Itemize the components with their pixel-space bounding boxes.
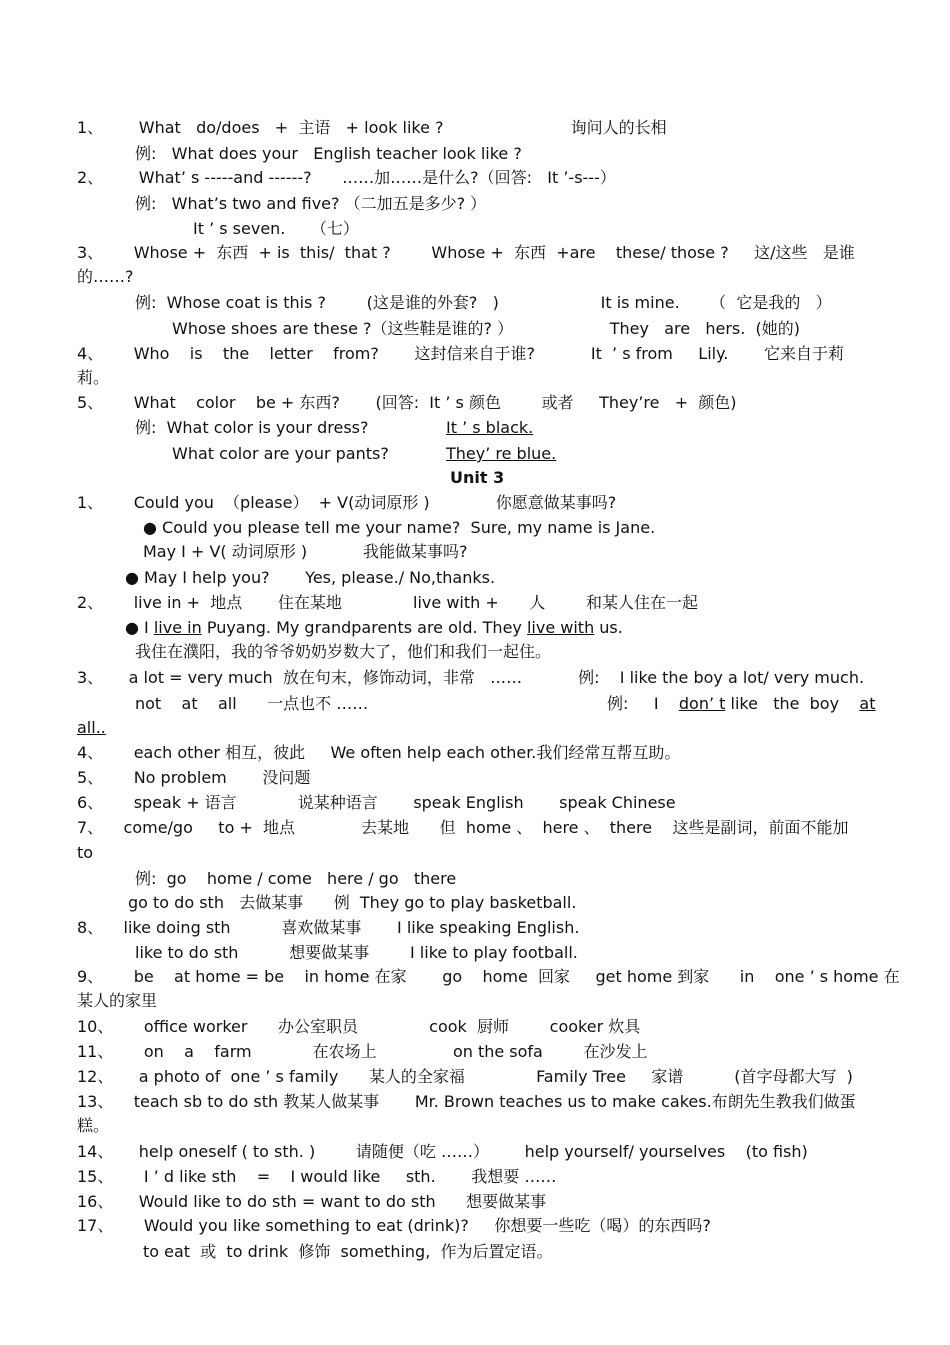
text: Puyang. My grandparents are old. They (201, 618, 527, 637)
line-u3-2: 2、 live in + 地点 住在某地 live with + 人 和某人住在一起 (77, 593, 698, 612)
line-example-2: 例: What’s two and five? （二加五是多少? ） (135, 194, 487, 213)
line-u3-1b: May I + V( 动词原形 ) 我能做某事吗? (143, 542, 468, 561)
line-u3-8: 8、 like doing sth 喜欢做某事 I like speaking English. (77, 918, 580, 937)
line-5: 5、 What color be + 东西? (回答: It ’ s 颜色 或者 They’re + 颜色) (77, 393, 737, 412)
line-u3-12: 12、 a photo of one ’ s family 某人的全家福 Family Tree 家谱 (首字母都大写 ) (77, 1067, 853, 1086)
line-u3-13-cont: 糕。 (77, 1116, 110, 1135)
line-u3-2-translation: 我住在濮阳，我的爷爷奶奶岁数大了，他们和我们一起住。 (135, 642, 552, 661)
line-example-5a: 例: What color is your dress? (135, 418, 369, 437)
line-u3-4: 4、 each other 相互，彼此 We often help each other.我们经常互帮互助。 (77, 743, 681, 762)
text-underlined: don’ t (678, 694, 726, 713)
section-heading-unit-3: Unit 3 (450, 468, 505, 487)
text: like the boy (725, 694, 860, 713)
line-u3-3b: not at all 一点也不 …… (135, 694, 369, 713)
text: 例: I (607, 694, 679, 713)
text-underlined: live in (153, 618, 202, 637)
line-u3-7: 7、 come/go to + 地点 去某地 但 home 、 here 、 there 这些是副词，前面不能加 (77, 818, 849, 837)
line-2: 2、 What’ s -----and ------? ……加……是什么?（回答: It ’-s---） (77, 168, 616, 187)
line-3: 3、 Whose + 东西 + is this/ that ? Whose + 东西 +are these/ those ? 这/这些 是谁 (77, 243, 855, 262)
text: us. (594, 618, 623, 637)
line-4-cont: 莉。 (77, 368, 110, 387)
line-u3-17-note: to eat 或 to drink 修饰 something, 作为后置定语。 (143, 1242, 553, 1261)
text: ● I (125, 618, 154, 637)
line-u3-8b: like to do sth 想要做某事 I like to play football. (135, 943, 578, 962)
line-u3-13: 13、 teach sb to do sth 教某人做某事 Mr. Brown teaches us to make cakes.布朗先生教我们做蛋 (77, 1092, 856, 1111)
line-u3-3b-cont: all.. (77, 718, 106, 737)
line-example-3b: Whose shoes are these ?（这些鞋是谁的? ） They are hers. (她的) (172, 319, 800, 338)
line-example-5b-answer: They’ re blue. (446, 444, 557, 463)
line-u3-7-example: 例: go home / come here / go there (135, 869, 457, 888)
line-u3-1b-example: ● May I help you? Yes, please./ No,thanks. (125, 568, 496, 587)
line-u3-10: 10、 office worker 办公室职员 cook 厨师 cooker 炊具 (77, 1017, 641, 1036)
line-3-cont: 的……? (77, 267, 134, 286)
line-example-5a-answer: It ’ s black. (446, 418, 534, 437)
line-u3-17: 17、 Would you like something to eat (drink)? 你想要一些吃（喝）的东西吗? (77, 1216, 711, 1235)
line-1: 1、 What do/does + 主语 + look like ? 询问人的长相 (77, 118, 667, 137)
line-u3-16: 16、 Would like to do sth = want to do sth 想要做某事 (77, 1192, 547, 1211)
line-u3-3: 3、 a lot = very much 放在句末，修饰动词，非常 …… 例: I like the boy a lot/ very much. (77, 668, 865, 687)
line-u3-1-example: ● Could you please tell me your name? Sure, my name is Jane. (143, 518, 656, 537)
line-u3-7b: go to do sth 去做某事 例 They go to play basketball. (128, 893, 577, 912)
line-example-3a: 例: Whose coat is this ? (这是谁的外套? ) It is mine. （ 它是我的 ） (135, 293, 832, 312)
line-u3-5: 5、 No problem 没问题 (77, 768, 311, 787)
line-u3-2-example (125, 618, 623, 638)
line-u3-9: 9、 be at home = be in home 在家 go home 回家 get home 到家 in one ’ s home 在 (77, 967, 900, 986)
line-u3-1: 1、 Could you （please） + V(动词原形 ) 你愿意做某事吗? (77, 493, 617, 512)
line-example-5b: What color are your pants? (172, 444, 389, 463)
text-underlined: at (859, 694, 876, 713)
line-example-2-answer: It ’ s seven. （七） (193, 219, 359, 238)
line-example-1: 例: What does your English teacher look like ? (135, 144, 522, 163)
line-u3-3b-example (607, 694, 875, 714)
line-u3-15: 15、 I ’ d like sth = I would like sth. 我想要 …… (77, 1167, 557, 1186)
line-u3-14: 14、 help oneself ( to sth. ) 请随便（吃 ……） help yourself/ yourselves (to fish) (77, 1142, 808, 1161)
line-u3-9-cont: 某人的家里 (77, 991, 158, 1010)
line-u3-11: 11、 on a farm 在农场上 on the sofa 在沙发上 (77, 1042, 648, 1061)
line-u3-7-cont: to (77, 843, 94, 862)
line-u3-6: 6、 speak + 语言 说某种语言 speak English speak Chinese (77, 793, 676, 812)
text-underlined: live with (526, 618, 595, 637)
line-4: 4、 Who is the letter from? 这封信来自于谁? It ’ s from Lily. 它来自于莉 (77, 344, 844, 363)
